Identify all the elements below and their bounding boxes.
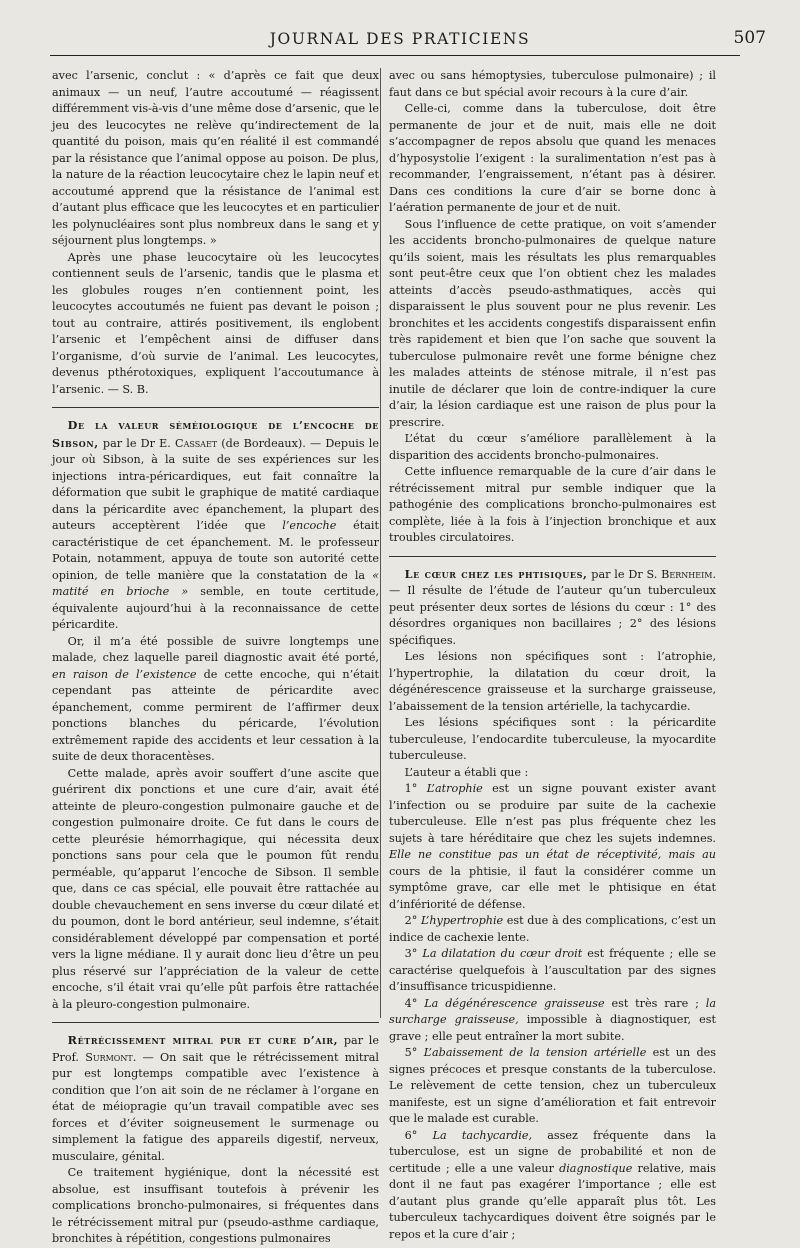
paragraph: Ce traitement hygiénique, dont la nécessité est absolue, est insuffisant toutefois à prévenir les complications broncho-pulmonaires, si fréquentes dans le rétrécissement mitral pur (pseudo-asthme cardiaque, bronchites à répétition, congestions pulmonaires — [52, 1166, 379, 1245]
list-item: 1° L’atrophie est un signe pouvant exister avant l’infection ou se produire par suite de la cachexie tuberculeuse. Elle n’est pas plus fréquente chez les sujets à tare héréditaire que chez les sujets indemnes. Elle ne constitue pas un état de réceptivité, mais au cours de la phtisie, il faut la considérer comme un symptôme grave, car elle met le phtisique en état d’infériorité de défense. — [389, 782, 716, 911]
paragraph: avec l’arsenic, conclut : « d’après ce fait que deux animaux — un neuf, l’autre accoutumé — réagissent différemment vis-à-vis d’une même dose d’arsenic, que le jeu des leucocytes ne relève qu’indirectement de la quantité du poison, mais qu’en réalité il est commandé par la résistance que l’animal oppose au poison. De plus, la nature de la réaction leucocytaire chez le lapin neuf et accoutumé apprend que la résistance de l’animal est d’autant plus efficace que les leucocytes et en particulier les polynucléaires sont plus nombreux dans le sang et y séjournent plus longtemps. » — [52, 69, 379, 247]
left-column — [52, 68, 379, 1248]
page-number: 507 — [733, 28, 766, 48]
paragraph: Cette malade, après avoir souffert d’une ascite que guérirent dix ponctions et une cure d’air, avait été atteinte de pleuro-congestion pulmonaire gauche et de congestion pulmonaire droite. Ce fut dans le cours de cette pleurésie hémorrhagique, qui nécessita deux ponctions sans pour cela que le poumon fût rendu perméable, qu’apparut l’encoche de Sibson. Il semble que, dans ce cas spécial, elle pouvait être rattachée au double chevauchement en sens inverse du cœur dilaté et du poumon, dont le bord antérieur, seul indemne, s’était considérablement développé par compensation et porté vers la ligne médiane. Il y aurait donc lieu d’être un peu plus réservé sur l’appréciation de la valeur de cette encoche, s’il était vrai qu’elle pût parfois être rattachée à la pleuro-congestion pulmonaire. — [52, 766, 379, 1011]
right-column — [389, 68, 716, 1243]
column-divider — [380, 68, 381, 1018]
paragraph: L’auteur a établi que : — [404, 765, 529, 779]
list-item: 2° L’hypertrophie est due à des complications, c’est un indice de cachexie lente. — [389, 914, 716, 944]
paragraph: Les lésions spécifiques sont : la péricardite tuberculeuse, l’endocardite tuberculeuse, la myocardite tuberculeuse. — [389, 716, 716, 762]
paragraph: Or, il m’a été possible de suivre longtemps une malade, chez laquelle pareil diagnostic avait été porté, en raison de l’existence de cette encoche, qui n’était cependant pas atteinte de péricardite avec épanchement, comme permirent de l’affirmer deux ponctions blanches du péricarde, l’évolution extrêmement rapide des accidents et leur cessation à la suite de deux thoracentèses. — [52, 634, 379, 763]
header-rule — [50, 55, 740, 56]
list-item: 3° La dilatation du cœur droit est fréquente ; elle se caractérise quelquefois à l’auscultation par des signes d’insuffisance tricuspidienne. — [389, 947, 716, 993]
paragraph: Les lésions non spécifiques sont : l’atrophie, l’hypertrophie, la dilatation du cœur droit, la dégénérescence graisseuse et la surcharge graisseuse, l’abaissement de la tension artérielle, la tachycardie. — [389, 650, 716, 713]
paragraph: Après une phase leucocytaire où les leucocytes contiennent seuls de l’arsenic, tandis que le plasma et les globules rouges n’en contiennent point, les leucocytes accoutumés ne fuient pas devant le poison ; tout au contraire, attirés positivement, ils englobent l’arsenic et l’empêchent ainsi de diffuser dans l’organisme, d’où survie de l’animal. Les leucocytes, devenus pthérotoxiques, expliquent l’accoutumance à l’arsenic. — S. B. — [52, 250, 379, 396]
list-item: 5° L’abaissement de la tension artérielle est un des signes précoces et presque constants de la tuberculose. Le relèvement de cette tension, chez un tuberculeux manifeste, est un signe d’amélioration et fait entrevoir que le malade est curable. — [389, 1046, 716, 1125]
article-title: Le cœur chez les phtisiques, — [404, 566, 588, 581]
author-name: Surmont — [85, 1050, 133, 1064]
article-mitral: Rétrécissement mitral pur et cure d’air, par le Prof. Surmont. — On sait que le rétrécissement mitral pur est longtemps compatible avec l’existence à condition que l’on ait soin de ne réclamer à l’organe en état de méiopragie qu’un travail compatible avec ses forces et d’éviter soigneusement le surmenage ou simplement la fatigue des appareils digestif, nerveux, musculaire, génital. — [52, 1033, 379, 1163]
paragraph: avec ou sans hémoptysies, tuberculose pulmonaire) ; il faut dans ce but spécial avoir recours à la cure d’air. — [389, 69, 716, 99]
article-sibson: De la valeur séméiologique de l’encoche de Sibson, par le Dr E. Cassaet (de Bordeaux). — Depuis le jour où Sibson, à la suite de ses expériences sur les injections intra-péricardiques, eut fait connaître la déformation que subit le graphique de matité cardiaque dans la péricardite avec épanchement, la plupart des auteurs acceptèrent l’idée que l’encoche était caractéristique de cet épanchement. M. le professeur Potain, notamment, appuya de toute son autorité cette opinion, de telle manière que la constatation de la « matité en brioche » semble, en toute certitude, équivalente aujourd’hui à la reconnaissance de cette péricardite. — [52, 418, 380, 631]
list-item: 4° La dégénérescence graisseuse est très rare ; la surcharge graisseuse, impossible à diagnostiquer, est grave ; elle peut entraîner la mort subite. — [389, 996, 716, 1043]
article-separator — [52, 407, 379, 408]
article-separator — [389, 556, 716, 557]
article-title: De la valeur séméiologique de l’encoche de Sibson, — [52, 418, 379, 450]
article-title: Rétrécissement mitral pur et cure d’air, — [67, 1033, 339, 1047]
article-separator — [52, 1022, 379, 1023]
author-name: Cassaet — [175, 436, 218, 450]
list-item: 6° La tachycardie, assez fréquente dans la tuberculose, est un signe de probabilité et non de certitude ; elle a une valeur diagnostique relative, mais dont il ne faut pas exagérer l’importance ; elle est d’autant plus grande qu’elle apparaît plus tôt. Les tuberculeux tachycardiques doivent être soignés par le repos et la cure d’air ; — [389, 1128, 716, 1241]
author-name: Bernheim — [661, 567, 713, 581]
paragraph: Sous l’influence de cette pratique, on voit s’amender les accidents broncho-pulmonaires de quelque nature qu’ils soient, mais les résultats les plus remarquables sont peut-être ceux que l’on obtient chez les malades atteints d’accès pseudo-asthmatiques, accès qui disparaissent le plus souvent pour ne plus revenir. Les bronchites et les accidents congestifs disparaissent enfin très rapidement et bien que l’on sache que souvent la tuberculose pulmonaire revêt une forme bénigne chez les malades atteints de sténose mitrale, il n’est pas inutile de déclarer que loin de contre-indiquer la cure d’air, la lésion cardiaque est une raison de plus pour la prescrire. — [389, 217, 716, 429]
paragraph: L’état du cœur s’améliore parallèlement à la disparition des accidents broncho-pulmonaires. — [389, 432, 716, 462]
article-phtisiques: Le cœur chez les phtisiques, par le Dr S. Bernheim. — Il résulte de l’étude de l’auteur qu’un tuberculeux peut présenter deux sortes de lésions du cœur : 1° des désordres organiques non bacillaires ; 2° des lésions spécifiques. — [389, 566, 716, 647]
paragraph: Celle-ci, comme dans la tuberculose, doit être permanente de jour et de nuit, mais elle ne doit s’accompagner de repos absolu que quand les menaces d’hyposystolie l’exigent : la suralimentation n’est pas à recommander, l’engraissement, n’étant pas à désirer. Dans ces conditions la cure d’air se borne donc à l’aération permanente de jour et de nuit. — [389, 102, 716, 214]
paragraph: Cette influence remarquable de la cure d’air dans le rétrécissement mitral pur semble indiquer que la pathogénie des complications broncho-pulmonaires est complète, liée à la fois à l’injection bronchique et aux troubles circulatoires. — [389, 465, 716, 544]
running-title: JOURNAL DES PRATICIENS — [269, 30, 531, 48]
